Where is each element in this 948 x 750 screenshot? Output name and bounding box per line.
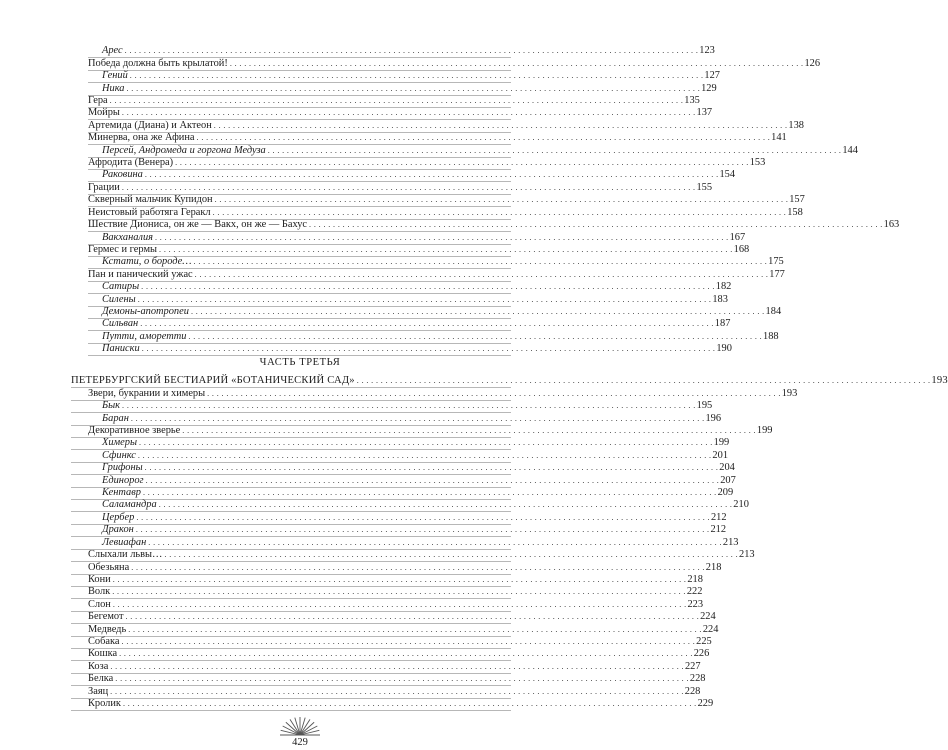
toc-entry-page: 213 <box>739 549 755 561</box>
toc-entry <box>71 549 755 562</box>
toc-leader-dots: . . . . . . . . . . . . . . . . . . . . . . . . . . . . . . . . . . . . . . . . . . . . . . . . . . . . . . . . . . . . . . . . . . . . . . . . . . . . . . . . . . . . . . . . . . . . . . . . . . . . . . . . . . . . . . . . . . . . . . . . <box>267 145 842 155</box>
toc-entry <box>71 412 722 425</box>
toc-entry-title: Минерва, она же Афина <box>88 132 195 144</box>
toc-leader-dots: . . . . . . . . . . . . . . . . . . . . . . . . . . . . . . . . . . . . . . . . . . . . . . . . . . . . . . . . . . . . . . . . . . . . . . . . . . . . . . . . . . . . . . . . . . . . . . . . . . . . . . . . . . . . . . . . . . . . . . . . <box>356 376 931 386</box>
toc-entry <box>88 181 713 194</box>
toc-entry-page: 227 <box>684 660 701 672</box>
toc-entry-page: 177 <box>769 268 785 280</box>
toc-entry-page: 184 <box>765 305 782 317</box>
toc-leader-dots: . . . . . . . . . . . . . . . . . . . . . . . . . . . . . . . . . . . . . . . . . . . . . . . . . . . . . . . . . . . . . . . . . . . . . . . . . . . . . . . . . . . . . . . . . . . . . . . . . . . . . . . . . . . . . . . . . . . . . . . . <box>214 195 789 205</box>
toc-entry-page: 207 <box>720 474 736 486</box>
toc-entry <box>71 437 730 450</box>
toc-entry-page: 129 <box>701 82 717 94</box>
toc-entry <box>88 243 750 257</box>
toc-entry-page: 204 <box>719 462 735 474</box>
toc-entry <box>71 573 703 587</box>
toc-entry-page: 168 <box>733 243 750 255</box>
toc-leader-dots: . . . . . . . . . . . . . . . . . . . . . . . . . . . . . . . . . . . . . . . . . . . . . . . . . . . . . . . . . . . . . . . . . . . . . . . . . . . . . . . . . . . . . . . . . . . . . . . . . . . . . . . . . . . . . . . . . . . . . . . . <box>115 674 689 684</box>
toc-entry-title: Волк <box>88 586 111 598</box>
toc-entry <box>88 343 732 356</box>
toc-leader-dots: . . . . . . . . . . . . . . . . . . . . . . . . . . . . . . . . . . . . . . . . . . . . . . . . . . . . . . . . . . . . . . . . . . . . . . . . . . . . . . . . . . . . . . . . . . . . . . . . . . . . . . . . . . . . . . . . . . . . . . . . <box>112 587 686 597</box>
toc-entry-page: 224 <box>700 611 716 623</box>
toc-leader-dots: . . . . . . . . . . . . . . . . . . . . . . . . . . . . . . . . . . . . . . . . . . . . . . . . . . . . . . . . . . . . . . . . . . . . . . . . . . . . . . . . . . . . . . . . . . . . . . . . . . . . . . . . . . . . . . . . . . . . . . . . <box>145 475 720 485</box>
toc-entry-page: 199 <box>756 425 773 437</box>
toc-entry-title: Сильван <box>102 318 139 330</box>
toc-entry-title: Артемида (Диана) и Актеон <box>88 119 212 131</box>
toc-leader-dots: . . . . . . . . . . . . . . . . . . . . . . . . . . . . . . . . . . . . . . . . . . . . . . . . . . . . . . . . . . . . . . . . . . . . . . . . . . . . . . . . . . . . . . . . . . . . . . . . . . . . . . . . . . . . . . . . . . . . . . . . <box>140 319 714 329</box>
toc-entry <box>88 119 804 132</box>
toc-entry-title: Собака <box>88 635 120 647</box>
toc-entry-page: 193 <box>931 375 948 387</box>
toc-entry-title: Афродита (Венера) <box>88 157 174 169</box>
toc-leader-dots: . . . . . . . . . . . . . . . . . . . . . . . . . . . . . . . . . . . . . . . . . . . . . . . . . . . . . . . . . . . . . . . . . . . . . . . . . . . . . . . . . . . . . . . . . . . . . . . . . . . . . . . . . . . . . . . . . . . . . . . . <box>190 306 765 316</box>
toc-entry-title: Кошка <box>88 648 118 660</box>
toc-entry-title: Бегемот <box>88 611 124 623</box>
toc-entry <box>71 462 735 475</box>
toc-entry-title: Бык <box>102 400 121 412</box>
toc-leader-dots: . . . . . . . . . . . . . . . . . . . . . . . . . . . . . . . . . . . . . . . . . . . . . . . . . . . . . . . . . . . . . . . . . . . . . . . . . . . . . . . . . . . . . . . . . . . . . . . . . . . . . . . . . . . . . . . . . . . . . . . . <box>194 269 769 279</box>
toc-entry-page: 163 <box>883 219 900 231</box>
toc-entry <box>88 70 720 83</box>
toc-entry-title: Химеры <box>102 437 138 449</box>
toc-leader-dots: . . . . . . . . . . . . . . . . . . . . . . . . . . . . . . . . . . . . . . . . . . . . . . . . . . . . . . . . . . . . . . . . . . . . . . . . . . . . . . . . . . . . . . . . . . . . . . . . . . . . . . . . . . . . . . . . . . . . . . . . <box>229 58 804 68</box>
toc-leader-dots: . . . . . . . . . . . . . . . . . . . . . . . . . . . . . . . . . . . . . . . . . . . . . . . . . . . . . . . . . . . . . . . . . . . . . . . . . . . . . . . . . . . . . . . . . . . . . . . . . . . . . . . . . . . . . . . . . . . . . . . . <box>207 388 781 398</box>
toc-entry <box>71 425 773 438</box>
toc-entry-page: 182 <box>715 281 732 293</box>
toc-entry-page: 199 <box>713 437 730 449</box>
toc-entry-title: Грифоны <box>102 462 143 474</box>
toc-leader-dots: . . . . . . . . . . . . . . . . . . . . . . . . . . . . . . . . . . . . . . . . . . . . . . . . . . . . . . . . . . . . . . . . . . . . . . . . . . . . . . . . . . . . . . . . . . . . . . . . . . . . . . . . . . . . . . . . . . . . . . . . <box>141 344 716 354</box>
toc-entry-title: Грации <box>88 181 120 193</box>
toc-entry-title: Путти, амоpетти <box>102 330 187 342</box>
toc-entry <box>88 281 732 294</box>
toc-entry-page: 224 <box>702 623 719 635</box>
toc-entry-title: Коза <box>88 660 109 672</box>
toc-entry-title: Гений <box>102 70 128 82</box>
toc-entry <box>88 231 746 244</box>
toc-entry <box>88 169 736 182</box>
toc-leader-dots: . . . . . . . . . . . . . . . . . . . . . . . . . . . . . . . . . . . . . . . . . . . . . . . . . . . . . . . . . . . . . . . . . . . . . . . . . . . . . . . . . . . . . . . . . . . . . . . . . . . . . . . . . . . . . . . . . . . . . . . . <box>142 488 717 498</box>
toc-entry-page: 158 <box>787 206 803 218</box>
page-number: 429 <box>292 737 308 748</box>
toc-entry-page: 223 <box>687 598 704 610</box>
toc-entry <box>88 268 785 281</box>
toc-entry <box>71 561 722 574</box>
toc-entry-page: 210 <box>733 499 749 511</box>
toc-entry-title: Обезьяна <box>88 561 130 573</box>
toc-leader-dots: . . . . . . . . . . . . . . . . . . . . . . . . . . . . . . . . . . . . . . . . . . . . . . . . . . . . . . . . . . . . . . . . . . . . . . . . . . . . . . . . . . . . . . . . . . . . . . . . . . . . . . . . . . . . . . . . . . . . . . . . <box>175 158 749 168</box>
toc-entry-title: Скверный мальчик Купидон <box>88 194 213 206</box>
toc-entry-page: 135 <box>684 95 700 107</box>
toc-entry-title: Сфинкс <box>102 449 136 461</box>
toc-entry <box>71 598 704 611</box>
toc-entry <box>71 623 719 636</box>
toc-entry <box>88 293 728 306</box>
toc-entry-page: 175 <box>768 256 784 268</box>
part-three-heading: ЧАСТЬ ТРЕТЬЯ <box>259 357 341 368</box>
toc-leader-dots: . . . . . . . . . . . . . . . . . . . . . . . . . . . . . . . . . . . . . . . . . . . . . . . . . . . . . . . . . . . . . . . . . . . . . . . . . . . . . . . . . . . . . . . . . . . . . . . . . . . . . . . . . . . . . . . . . . . . . . . . <box>213 120 788 130</box>
toc-entry-title: Звери, букрании и химеры <box>88 387 206 399</box>
toc-part-three <box>71 375 948 711</box>
toc-entry-title: Мойры <box>88 107 120 119</box>
toc-entry-page: 183 <box>712 293 728 305</box>
toc-entry-page: 153 <box>749 157 766 169</box>
toc-entry <box>88 132 787 145</box>
fan-ornament-icon <box>275 714 325 736</box>
toc-entry-title: Неистовый работяга Геракл <box>88 206 211 218</box>
toc-entry-page: 212 <box>710 524 727 536</box>
toc-entry <box>71 685 701 698</box>
toc-leader-dots: . . . . . . . . . . . . . . . . . . . . . . . . . . . . . . . . . . . . . . . . . . . . . . . . . . . . . . . . . . . . . . . . . . . . . . . . . . . . . . . . . . . . . . . . . . . . . . . . . . . . . . . . . . . . . . . . . . . . . . . . <box>112 599 687 609</box>
toc-entry-page: 187 <box>714 318 731 330</box>
toc-entry-page: 167 <box>729 231 746 243</box>
toc-leader-dots: . . . . . . . . . . . . . . . . . . . . . . . . . . . . . . . . . . . . . . . . . . . . . . . . . . . . . . . . . . . . . . . . . . . . . . . . . . . . . . . . . . . . . . . . . . . . . . . . . . . . . . . . . . . . . . . . . . . . . . . . <box>148 537 722 547</box>
toc-entry-page: 213 <box>722 536 739 548</box>
toc-entry-title: ПЕТЕРБУРГСКИЙ БЕСТИАРИЙ «БОТАНИЧЕСКИЙ САД» <box>71 375 355 387</box>
toc-leader-dots: . . . . . . . . . . . . . . . . . . . . . . . . . . . . . . . . . . . . . . . . . . . . . . . . . . . . . . . . . . . . . . . . . . . . . . . . . . . . . . . . . . . . . . . . . . . . . . . . . . . . . . . . . . . . . . . . . . . . . . . . <box>124 46 699 56</box>
toc-leader-dots: . . . . . . . . . . . . . . . . . . . . . . . . . . . . . . . . . . . . . . . . . . . . . . . . . . . . . . . . . . . . . . . . . . . . . . . . . . . . . . . . . . . . . . . . . . . . . . . . . . . . . . . . . . . . . . . . . . . . . . . . <box>164 550 739 560</box>
toc-entry <box>71 449 729 462</box>
toc-entry <box>71 511 727 524</box>
toc-entry-page: 127 <box>704 70 720 82</box>
toc-entry <box>71 536 739 549</box>
toc-entry-title: Гера <box>88 95 108 107</box>
toc-entry-title: Кентавр <box>102 487 141 499</box>
toc-entry-title: Кролик <box>88 697 121 709</box>
toc-leader-dots: . . . . . . . . . . . . . . . . . . . . . . . . . . . . . . . . . . . . . . . . . . . . . . . . . . . . . . . . . . . . . . . . . . . . . . . . . . . . . . . . . . . . . . . . . . . . . . . . . . . . . . . . . . . . . . . . . . . . . . . . <box>128 624 702 634</box>
toc-entry <box>88 95 700 108</box>
toc-entry-page: 123 <box>699 45 715 57</box>
toc-entry <box>71 660 701 673</box>
toc-entry-title: Вакханалия <box>102 231 153 243</box>
toc-leader-dots: . . . . . . . . . . . . . . . . . . . . . . . . . . . . . . . . . . . . . . . . . . . . . . . . . . . . . . . . . . . . . . . . . . . . . . . . . . . . . . . . . . . . . . . . . . . . . . . . . . . . . . . . . . . . . . . . . . . . . . . . <box>182 426 756 436</box>
toc-entry <box>88 256 784 269</box>
toc-leader-dots: . . . . . . . . . . . . . . . . . . . . . . . . . . . . . . . . . . . . . . . . . . . . . . . . . . . . . . . . . . . . . . . . . . . . . . . . . . . . . . . . . . . . . . . . . . . . . . . . . . . . . . . . . . . . . . . . . . . . . . . . <box>137 294 712 304</box>
toc-entry-page: 193 <box>781 387 798 399</box>
toc-entry-title: Левиафан <box>102 536 147 548</box>
toc-entry <box>88 330 779 343</box>
toc-entry-page: 229 <box>697 697 714 709</box>
toc-leader-dots: . . . . . . . . . . . . . . . . . . . . . . . . . . . . . . . . . . . . . . . . . . . . . . . . . . . . . . . . . . . . . . . . . . . . . . . . . . . . . . . . . . . . . . . . . . . . . . . . . . . . . . . . . . . . . . . . . . . . . . . . <box>135 525 710 535</box>
toc-entry <box>88 194 805 207</box>
toc-entry <box>71 387 798 400</box>
toc-leader-dots: . . . . . . . . . . . . . . . . . . . . . . . . . . . . . . . . . . . . . . . . . . . . . . . . . . . . . . . . . . . . . . . . . . . . . . . . . . . . . . . . . . . . . . . . . . . . . . . . . . . . . . . . . . . . . . . . . . . . . . . . <box>158 500 733 510</box>
toc-leader-dots: . . . . . . . . . . . . . . . . . . . . . . . . . . . . . . . . . . . . . . . . . . . . . . . . . . . . . . . . . . . . . . . . . . . . . . . . . . . . . . . . . . . . . . . . . . . . . . . . . . . . . . . . . . . . . . . . . . . . . . . . <box>110 686 684 696</box>
toc-leader-dots: . . . . . . . . . . . . . . . . . . . . . . . . . . . . . . . . . . . . . . . . . . . . . . . . . . . . . . . . . . . . . . . . . . . . . . . . . . . . . . . . . . . . . . . . . . . . . . . . . . . . . . . . . . . . . . . . . . . . . . . . <box>144 170 719 180</box>
toc-entry <box>88 219 900 232</box>
toc-entry-page: 209 <box>717 487 734 499</box>
toc-entry <box>71 487 734 500</box>
toc-entry-page: 228 <box>689 673 706 685</box>
toc-entry <box>88 82 717 95</box>
toc-entry <box>71 697 714 711</box>
toc-entry-title: Цербер <box>102 511 135 523</box>
toc-entry-title: Заяц <box>88 685 109 697</box>
toc-entry <box>88 305 782 319</box>
toc-entry-page: 218 <box>687 573 703 585</box>
toc-entry-page: 225 <box>696 635 712 647</box>
toc-entry-page: 218 <box>705 561 722 573</box>
toc-entry-title: Пан и панический ужас <box>88 268 193 280</box>
toc-part-two-continued <box>88 45 900 356</box>
toc-leader-dots: . . . . . . . . . . . . . . . . . . . . . . . . . . . . . . . . . . . . . . . . . . . . . . . . . . . . . . . . . . . . . . . . . . . . . . . . . . . . . . . . . . . . . . . . . . . . . . . . . . . . . . . . . . . . . . . . . . . . . . . . <box>193 257 768 267</box>
toc-entry-title: Силены <box>102 293 136 305</box>
toc-entry-title: Паниски <box>102 343 140 355</box>
toc-entry <box>88 107 713 120</box>
toc-leader-dots: . . . . . . . . . . . . . . . . . . . . . . . . . . . . . . . . . . . . . . . . . . . . . . . . . . . . . . . . . . . . . . . . . . . . . . . . . . . . . . . . . . . . . . . . . . . . . . . . . . . . . . . . . . . . . . . . . . . . . . . . <box>121 182 696 192</box>
toc-entry-page: 228 <box>684 685 701 697</box>
toc-leader-dots: . . . . . . . . . . . . . . . . . . . . . . . . . . . . . . . . . . . . . . . . . . . . . . . . . . . . . . . . . . . . . . . . . . . . . . . . . . . . . . . . . . . . . . . . . . . . . . . . . . . . . . . . . . . . . . . . . . . . . . . . <box>112 574 687 584</box>
toc-leader-dots: . . . . . . . . . . . . . . . . . . . . . . . . . . . . . . . . . . . . . . . . . . . . . . . . . . . . . . . . . . . . . . . . . . . . . . . . . . . . . . . . . . . . . . . . . . . . . . . . . . . . . . . . . . . . . . . . . . . . . . . . <box>139 438 713 448</box>
toc-entry-title: Медведь <box>88 623 127 635</box>
toc-entry <box>71 499 749 512</box>
toc-entry-page: 195 <box>696 400 713 412</box>
toc-entry-title: Шествие Диониса, он же — Вакх, он же — Бахус <box>88 219 308 231</box>
toc-entry-page: 138 <box>788 119 804 131</box>
toc-entry-title: Гермес и гермы <box>88 243 158 255</box>
toc-entry-page: 201 <box>712 449 729 461</box>
toc-leader-dots: . . . . . . . . . . . . . . . . . . . . . . . . . . . . . . . . . . . . . . . . . . . . . . . . . . . . . . . . . . . . . . . . . . . . . . . . . . . . . . . . . . . . . . . . . . . . . . . . . . . . . . . . . . . . . . . . . . . . . . . . <box>121 108 696 118</box>
toc-entry <box>71 648 710 661</box>
toc-leader-dots: . . . . . . . . . . . . . . . . . . . . . . . . . . . . . . . . . . . . . . . . . . . . . . . . . . . . . . . . . . . . . . . . . . . . . . . . . . . . . . . . . . . . . . . . . . . . . . . . . . . . . . . . . . . . . . . . . . . . . . . . <box>109 96 684 106</box>
toc-entry <box>88 57 821 70</box>
toc-entry-title: Раковина <box>102 169 143 181</box>
toc-entry-title: Кони <box>88 573 111 585</box>
toc-entry-page: 157 <box>789 194 805 206</box>
toc-entry-page: 154 <box>719 169 736 181</box>
toc-entry <box>88 144 858 157</box>
toc-entry-title: Ника <box>102 82 125 94</box>
toc-entry <box>71 375 948 388</box>
toc-leader-dots: . . . . . . . . . . . . . . . . . . . . . . . . . . . . . . . . . . . . . . . . . . . . . . . . . . . . . . . . . . . . . . . . . . . . . . . . . . . . . . . . . . . . . . . . . . . . . . . . . . . . . . . . . . . . . . . . . . . . . . . . <box>141 282 715 292</box>
toc-entry-title: Саламандра <box>102 499 157 511</box>
toc-entry-title: Единорог <box>102 474 144 486</box>
toc-entry-page: 144 <box>842 144 858 156</box>
toc-entry-title: Победа должна быть крылатой! <box>88 57 228 69</box>
toc-entry <box>88 318 731 331</box>
toc-entry-title: Белка <box>88 673 114 685</box>
toc-entry-title: Дракон <box>102 524 134 536</box>
toc-entry-page: 188 <box>763 330 779 342</box>
toc-entry-page: 141 <box>771 132 787 144</box>
toc-entry-title: Кстати, о бороде… <box>102 256 192 268</box>
toc-leader-dots: . . . . . . . . . . . . . . . . . . . . . . . . . . . . . . . . . . . . . . . . . . . . . . . . . . . . . . . . . . . . . . . . . . . . . . . . . . . . . . . . . . . . . . . . . . . . . . . . . . . . . . . . . . . . . . . . . . . . . . . . <box>309 220 883 230</box>
toc-entry <box>71 586 703 599</box>
toc-entry-page: 137 <box>696 107 713 119</box>
toc-entry <box>88 206 803 219</box>
toc-leader-dots: . . . . . . . . . . . . . . . . . . . . . . . . . . . . . . . . . . . . . . . . . . . . . . . . . . . . . . . . . . . . . . . . . . . . . . . . . . . . . . . . . . . . . . . . . . . . . . . . . . . . . . . . . . . . . . . . . . . . . . . . <box>196 133 771 143</box>
toc-leader-dots: . . . . . . . . . . . . . . . . . . . . . . . . . . . . . . . . . . . . . . . . . . . . . . . . . . . . . . . . . . . . . . . . . . . . . . . . . . . . . . . . . . . . . . . . . . . . . . . . . . . . . . . . . . . . . . . . . . . . . . . . <box>144 463 719 473</box>
toc-entry-page: 196 <box>705 412 722 424</box>
toc-entry-title: Сатиры <box>102 281 140 293</box>
toc-leader-dots: . . . . . . . . . . . . . . . . . . . . . . . . . . . . . . . . . . . . . . . . . . . . . . . . . . . . . . . . . . . . . . . . . . . . . . . . . . . . . . . . . . . . . . . . . . . . . . . . . . . . . . . . . . . . . . . . . . . . . . . . <box>125 612 700 622</box>
toc-entry-title: Декоративное зверье <box>88 425 181 437</box>
toc-entry <box>71 524 727 537</box>
toc-leader-dots: . . . . . . . . . . . . . . . . . . . . . . . . . . . . . . . . . . . . . . . . . . . . . . . . . . . . . . . . . . . . . . . . . . . . . . . . . . . . . . . . . . . . . . . . . . . . . . . . . . . . . . . . . . . . . . . . . . . . . . . . <box>188 331 763 341</box>
toc-entry-title: Баран <box>102 412 129 424</box>
toc-entry-page: 222 <box>686 586 703 598</box>
toc-entry <box>71 673 706 686</box>
toc-entry <box>71 635 712 649</box>
toc-entry-title: Демоны-апотропеи <box>102 305 189 317</box>
toc-entry-title: Слон <box>88 598 111 610</box>
toc-leader-dots: . . . . . . . . . . . . . . . . . . . . . . . . . . . . . . . . . . . . . . . . . . . . . . . . . . . . . . . . . . . . . . . . . . . . . . . . . . . . . . . . . . . . . . . . . . . . . . . . . . . . . . . . . . . . . . . . . . . . . . . . <box>110 661 684 671</box>
toc-entry <box>71 611 716 624</box>
toc-leader-dots: . . . . . . . . . . . . . . . . . . . . . . . . . . . . . . . . . . . . . . . . . . . . . . . . . . . . . . . . . . . . . . . . . . . . . . . . . . . . . . . . . . . . . . . . . . . . . . . . . . . . . . . . . . . . . . . . . . . . . . . . <box>154 232 729 242</box>
toc-leader-dots: . . . . . . . . . . . . . . . . . . . . . . . . . . . . . . . . . . . . . . . . . . . . . . . . . . . . . . . . . . . . . . . . . . . . . . . . . . . . . . . . . . . . . . . . . . . . . . . . . . . . . . . . . . . . . . . . . . . . . . . . <box>119 649 693 659</box>
toc-leader-dots: . . . . . . . . . . . . . . . . . . . . . . . . . . . . . . . . . . . . . . . . . . . . . . . . . . . . . . . . . . . . . . . . . . . . . . . . . . . . . . . . . . . . . . . . . . . . . . . . . . . . . . . . . . . . . . . . . . . . . . . . <box>122 698 697 708</box>
toc-leader-dots: . . . . . . . . . . . . . . . . . . . . . . . . . . . . . . . . . . . . . . . . . . . . . . . . . . . . . . . . . . . . . . . . . . . . . . . . . . . . . . . . . . . . . . . . . . . . . . . . . . . . . . . . . . . . . . . . . . . . . . . . <box>121 636 696 646</box>
toc-leader-dots: . . . . . . . . . . . . . . . . . . . . . . . . . . . . . . . . . . . . . . . . . . . . . . . . . . . . . . . . . . . . . . . . . . . . . . . . . . . . . . . . . . . . . . . . . . . . . . . . . . . . . . . . . . . . . . . . . . . . . . . . <box>122 401 696 411</box>
toc-entry-page: 226 <box>693 648 710 660</box>
toc-leader-dots: . . . . . . . . . . . . . . . . . . . . . . . . . . . . . . . . . . . . . . . . . . . . . . . . . . . . . . . . . . . . . . . . . . . . . . . . . . . . . . . . . . . . . . . . . . . . . . . . . . . . . . . . . . . . . . . . . . . . . . . . <box>137 450 712 460</box>
toc-entry <box>88 45 715 58</box>
page-footer <box>0 714 600 750</box>
toc-leader-dots: . . . . . . . . . . . . . . . . . . . . . . . . . . . . . . . . . . . . . . . . . . . . . . . . . . . . . . . . . . . . . . . . . . . . . . . . . . . . . . . . . . . . . . . . . . . . . . . . . . . . . . . . . . . . . . . . . . . . . . . . <box>129 71 704 81</box>
toc-entry-title: Арес <box>102 45 123 57</box>
toc-leader-dots: . . . . . . . . . . . . . . . . . . . . . . . . . . . . . . . . . . . . . . . . . . . . . . . . . . . . . . . . . . . . . . . . . . . . . . . . . . . . . . . . . . . . . . . . . . . . . . . . . . . . . . . . . . . . . . . . . . . . . . . . <box>212 207 787 217</box>
toc-leader-dots: . . . . . . . . . . . . . . . . . . . . . . . . . . . . . . . . . . . . . . . . . . . . . . . . . . . . . . . . . . . . . . . . . . . . . . . . . . . . . . . . . . . . . . . . . . . . . . . . . . . . . . . . . . . . . . . . . . . . . . . . <box>130 413 705 423</box>
toc-entry-title: Персей, Андромеда и горгона Медуза <box>102 144 266 156</box>
toc-entry-page: 155 <box>696 181 713 193</box>
toc-leader-dots: . . . . . . . . . . . . . . . . . . . . . . . . . . . . . . . . . . . . . . . . . . . . . . . . . . . . . . . . . . . . . . . . . . . . . . . . . . . . . . . . . . . . . . . . . . . . . . . . . . . . . . . . . . . . . . . . . . . . . . . . <box>159 244 733 254</box>
toc-entry-page: 126 <box>804 57 821 69</box>
toc-entry <box>88 157 766 170</box>
toc-entry <box>71 400 713 413</box>
toc-leader-dots: . . . . . . . . . . . . . . . . . . . . . . . . . . . . . . . . . . . . . . . . . . . . . . . . . . . . . . . . . . . . . . . . . . . . . . . . . . . . . . . . . . . . . . . . . . . . . . . . . . . . . . . . . . . . . . . . . . . . . . . . <box>126 83 701 93</box>
toc-entry <box>71 474 736 487</box>
toc-leader-dots: . . . . . . . . . . . . . . . . . . . . . . . . . . . . . . . . . . . . . . . . . . . . . . . . . . . . . . . . . . . . . . . . . . . . . . . . . . . . . . . . . . . . . . . . . . . . . . . . . . . . . . . . . . . . . . . . . . . . . . . . <box>136 512 710 522</box>
toc-entry-page: 212 <box>710 511 727 523</box>
toc-leader-dots: . . . . . . . . . . . . . . . . . . . . . . . . . . . . . . . . . . . . . . . . . . . . . . . . . . . . . . . . . . . . . . . . . . . . . . . . . . . . . . . . . . . . . . . . . . . . . . . . . . . . . . . . . . . . . . . . . . . . . . . . <box>131 562 705 572</box>
toc-entry-title: Слыхали львы… <box>88 549 163 561</box>
toc-entry-page: 190 <box>716 343 732 355</box>
